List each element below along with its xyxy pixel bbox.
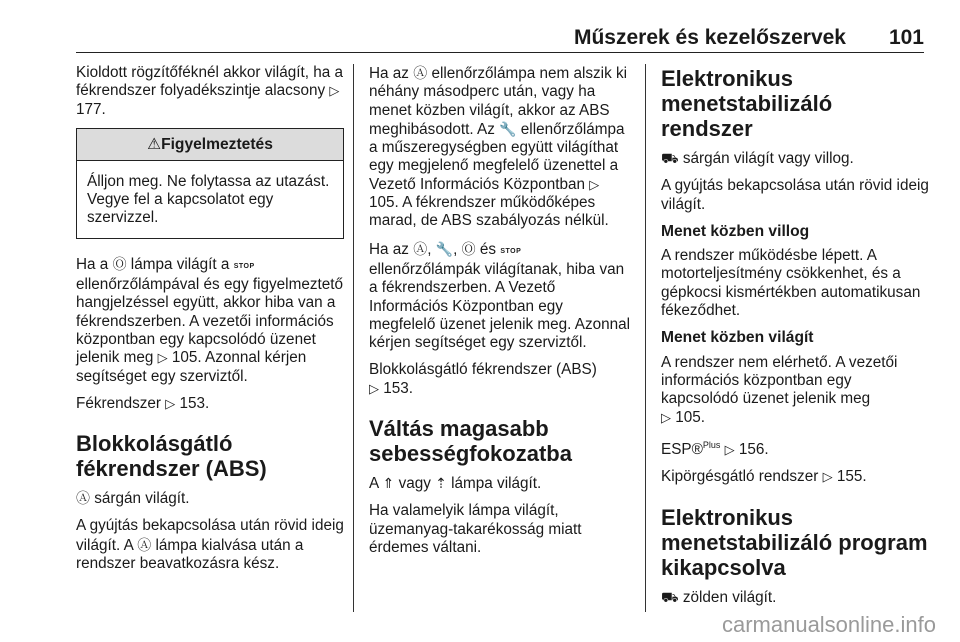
warning-triangle-icon: ⚠	[147, 135, 162, 153]
page-link[interactable]: 155.	[836, 468, 867, 486]
reference-arrow-icon: ▷	[589, 176, 600, 192]
abs-icon: Ⓐ	[76, 490, 90, 507]
reference-arrow-icon: ▷	[822, 469, 833, 485]
abs-icon: Ⓐ	[413, 240, 428, 257]
esc-off-paragraph: ⛟ zölden világít.	[661, 588, 777, 606]
stop-icon: STOP	[233, 262, 255, 270]
multi-lamp-paragraph: Ha az Ⓐ, 🔧, Ⓞ és STOP ellenőrzőlámpák világítanak, hiba van a fékrendszerben. A Vezető Információs Központban egy megfelelő üzenet jelenik meg. Azonnal kérjen segítséget egy szerviztől.	[369, 240, 631, 352]
shift-heading: Váltás magasabb sebességfokozatba	[369, 416, 572, 467]
subheading-flashing: Menet közben villog	[661, 222, 810, 240]
column-3	[661, 64, 929, 616]
reference-arrow-icon: ▷	[165, 395, 176, 411]
abs-fault-paragraph: Ha az Ⓐ ellenőrzőlámpa nem alszik ki néhány másodperc után, vagy ha menet közben világít, akkor az ABS meghibásodott. Az 🔧 ellenőrzőlámpa a műszeregységben együtt világíthat egy megjelenő megfelelő üzenettel a Vezető Információs Központban ▷ 105. A fékrendszer működőképes marad, de ABS szabályozás nélkül.	[369, 65, 628, 230]
page-header	[76, 0, 924, 53]
esc-paragraph-4: A rendszer nem elérhető. A vezetői információs központban egy kapcsolódó üzenet jelenik meg ▷ 105.	[661, 353, 898, 426]
column-2	[369, 64, 633, 566]
wrench-icon: 🔧	[435, 240, 454, 257]
wrench-icon: 🔧	[499, 120, 517, 137]
brake-fault-paragraph: Ha a Ⓞ lámpa világít a STOP ellenőrzőlámpával és egy figyelmeztető hangjelzéssel együtt, akkor hiba van a fékrendszerben. A vezetői információs központban egy kapcsolódó üzenet jelenik meg ▷ 105. Azonnal kérjen segítséget egy szerviztől.	[76, 255, 343, 385]
abs-paragraph-1: Ⓐ sárgán világít.	[76, 490, 190, 508]
esc-off-icon: ⛟	[661, 588, 679, 605]
page-title: Műszerek és kezelőszervek	[573, 26, 846, 49]
page-link[interactable]: 153.	[179, 394, 210, 412]
abs-heading: Blokkolásgátló fékrendszer (ABS)	[76, 431, 267, 482]
brake-system-paragraph: Fékrendszer ▷ 153.	[76, 394, 210, 412]
brake-fluid-paragraph: Kioldott rögzítőféknél akkor világít, ha a fékrendszer folyadékszintje alacsony ▷ 177.	[76, 64, 343, 118]
page-number: 101	[888, 26, 924, 49]
warning-header	[77, 129, 343, 161]
brake-warning-icon: Ⓞ	[112, 255, 127, 272]
reference-arrow-icon: ▷	[157, 350, 168, 366]
page-link[interactable]: 156.	[738, 440, 769, 458]
reference-arrow-icon: ▷	[329, 83, 340, 99]
esc-paragraph-1: ⛟ sárgán világít vagy villog.	[661, 150, 854, 167]
reference-arrow-icon: ▷	[369, 380, 379, 396]
brake-warning-icon: Ⓞ	[461, 240, 476, 257]
subheading-illuminated: Menet közben világít	[661, 329, 814, 347]
stop-icon: STOP	[500, 247, 522, 255]
column-1	[76, 64, 344, 582]
esc-heading: Elektronikus menetstabilizáló rendszer	[661, 66, 833, 141]
esp-plus-paragraph: ESP®$^{Plus}$ ▷ 156.	[661, 439, 769, 458]
shift-up-icon: ⇑	[382, 475, 395, 492]
esc-paragraph-2: A gyújtás bekapcsolása után rövid ideig világít.	[661, 177, 929, 213]
abs-reference-paragraph: Blokkolásgátló fékrendszer (ABS) ▷ 153.	[369, 361, 597, 397]
warning-box	[76, 128, 344, 239]
esc-paragraph-3: A rendszer működésbe lépett. A motorteljesítmény csökkenhet, és a gépkocsi kismértékben automatikusan fékeződhet.	[661, 247, 921, 320]
abs-icon: Ⓐ	[137, 536, 152, 553]
reference-arrow-icon: ▷	[724, 441, 735, 457]
column-divider-1	[353, 64, 354, 612]
shift-paragraph-2: Ha valamelyik lámpa világít, üzemanyag-takarékosság miatt érdemes váltani.	[369, 502, 582, 556]
page-link[interactable]: 105. A fékrendszer működőképes marad, de ABS szabályozás nélkül.	[369, 194, 609, 230]
abs-icon: Ⓐ	[413, 65, 428, 81]
column-divider-2	[645, 64, 646, 612]
warning-title: Figyelmeztetés	[161, 135, 273, 153]
page-link[interactable]: 153.	[383, 379, 414, 397]
shift-up-alt-icon: ⇡	[435, 475, 447, 492]
reference-arrow-icon: ▷	[661, 409, 671, 425]
shift-paragraph-1: A ⇑ vagy ⇡ lámpa világít.	[369, 475, 542, 493]
traction-control-paragraph: Kipörgésgátló rendszer ▷ 155.	[661, 468, 867, 486]
watermark: carmanualsonline.info	[721, 612, 936, 637]
abs-paragraph-2: A gyújtás bekapcsolása után rövid ideig világít. A Ⓐ lámpa kialvása után a rendszer beavatkozásra kész.	[76, 517, 344, 573]
page-link[interactable]: 177.	[76, 100, 106, 118]
esc-off-heading: Elektronikus menetstabilizáló program kikapcsolva	[661, 504, 928, 580]
warning-body: Álljon meg. Ne folytassa az utazást. Vegye fel a kapcsolatot egy szervizzel.	[87, 172, 330, 227]
page-link[interactable]: 105.	[675, 408, 706, 426]
esc-icon: ⛟	[661, 150, 679, 166]
page-link[interactable]: 105. Azonnal kérjen segítséget egy szerviztől.	[76, 349, 307, 385]
